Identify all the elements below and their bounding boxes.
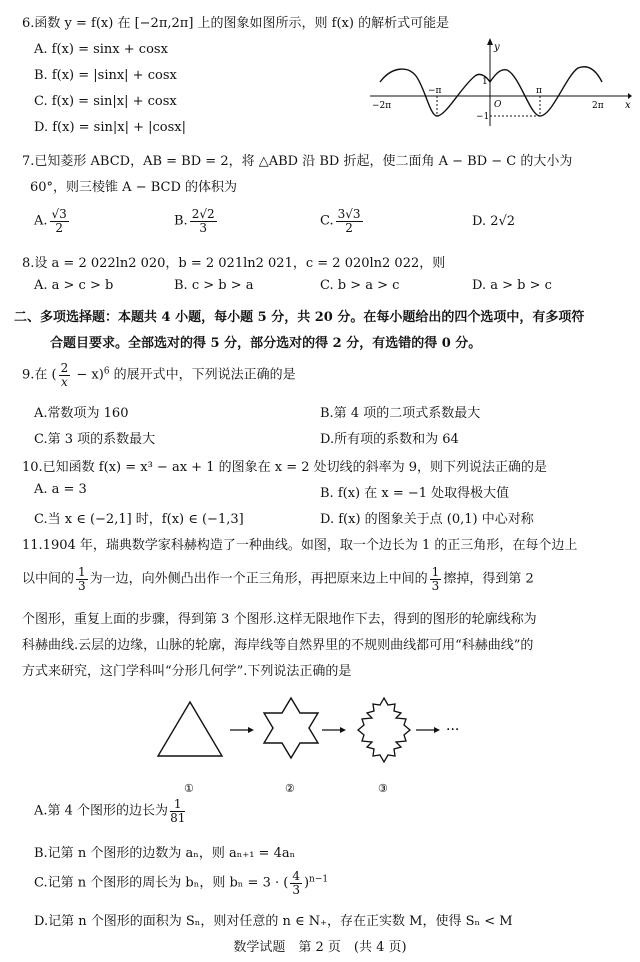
q8-option-a: A. a > c > b [34, 278, 114, 293]
q10-option-c: C.当 x ∈ (−2,1] 时，f(x) ∈ (−1,3] [34, 512, 244, 527]
section2-heading-line2: 合题目要求。全部选对的得 5 分，部分选对的得 2 分，有选错的得 0 分。 [50, 336, 482, 351]
graph-tick-one: 1 [482, 77, 488, 87]
arrow-1 [230, 727, 254, 733]
arrow-2 [322, 727, 346, 733]
q9-option-d: D.所有项的系数和为 64 [320, 432, 459, 447]
q9-option-a: A.常数项为 160 [34, 406, 129, 421]
q8-option-d: D. a > b > c [472, 278, 552, 293]
q11-option-c: C.记第 n 个图形的周长为 bₙ，则 bₙ = 3 · ( $\frac{4}{3}$ )$^{n-1}$ [34, 869, 329, 897]
q8-stem: 8.设 a = 2 022ln2 020，b = 2 021ln2 021，c = 2 020ln2 022，则 [22, 256, 446, 271]
q10-option-d: D. f(x) 的图象关于点 (0,1) 中心对称 [320, 512, 534, 527]
q7-option-a: A. $\frac{√3}{2}$ [34, 207, 67, 235]
q8-option-b: B. c > b > a [174, 278, 254, 293]
section2-heading-line1: 二、多项选择题：本题共 4 小题，每小题 5 分，共 20 分。在每小题给出的四个选项中，有多项符 [14, 310, 585, 325]
koch-ellipsis: ··· [446, 722, 460, 738]
graph-tick-negone: −1 [476, 112, 490, 122]
q8-option-c: C. b > a > c [320, 278, 400, 293]
q6-function-graph [370, 36, 632, 128]
q10-option-b: B. f(x) 在 x = −1 处取得极大值 [320, 486, 510, 501]
q11-line4: 科赫曲线.云层的边缘，山脉的轮廓，海岸线等自然界里的不规则曲线都可用“科赫曲线”的 [22, 638, 534, 653]
q11-option-d: D.记第 n 个图形的面积为 Sₙ，则对任意的 n ∈ N₊，存在正实数 M，使得 Sₙ < M [34, 914, 513, 929]
q7-option-c: C. $\frac{3√3}{2}$ [320, 207, 361, 235]
koch-label-2: ② [285, 782, 295, 795]
q10-stem: 10.已知函数 f(x) = x³ − ax + 1 的图象在 x = 2 处切线的斜率为 9，则下列说法正确的是 [22, 460, 548, 475]
graph-tick-negpi: −π [428, 86, 442, 96]
q11-option-b: B.记第 n 个图形的边数为 aₙ，则 aₙ₊₁ = 4aₙ [34, 846, 296, 861]
q6-option-a: A. f(x) = sinx + cosx [34, 42, 168, 57]
koch-figure-2 [264, 698, 318, 758]
graph-y-label: y [494, 42, 500, 53]
koch-figure-3 [358, 698, 410, 762]
q6-option-c: C. f(x) = sin|x| + cosx [34, 94, 177, 109]
q6-stem: 6.函数 y = f(x) 在 [−2π,2π] 上的图象如图所示，则 f(x) 的解析式可能是 [22, 16, 450, 31]
q7-option-d: D. 2√2 [472, 214, 516, 229]
q11-line3: 个图形，重复上面的步骤，得到第 3 个图形.这样无限地作下去，得到的图形的轮廓线称为 [22, 612, 537, 627]
q6-option-d: D. f(x) = sin|x| + |cosx| [34, 120, 186, 135]
graph-x-label: x [625, 100, 631, 111]
q11-option-a: A.第 4 个图形的边长为 $\frac{1}{81}$ [34, 797, 186, 825]
graph-tick-2pi: 2π [592, 101, 604, 111]
q7-stem-line1: 7.已知菱形 ABCD，AB = BD = 2，将 △ABD 沿 BD 折起，使二面角 A − BD − C 的大小为 [22, 154, 573, 169]
q9-stem: 9.在 ( $\frac{2}{x}$ − x)$^6$ 的展开式中，下列说法正确的是 [22, 361, 296, 389]
koch-label-1: ① [184, 782, 194, 795]
koch-label-3: ③ [378, 782, 388, 795]
koch-snowflake-figure [150, 690, 490, 800]
q7-stem-line2: 60°，则三棱锥 A − BCD 的体积为 [30, 180, 238, 195]
q10-option-a: A. a = 3 [34, 482, 87, 497]
q9-option-b: B.第 4 项的二项式系数最大 [320, 406, 481, 421]
q6-option-b: B. f(x) = |sinx| + cosx [34, 68, 177, 83]
q11-line1: 11.1904 年，瑞典数学家科赫构造了一种曲线。如图，取一个边长为 1 的正三角形，在每个边上 [22, 538, 578, 553]
q9-option-c: C.第 3 项的系数最大 [34, 432, 156, 447]
koch-figure-1 [158, 702, 222, 756]
q11-line5: 方式来研究，这门学科叫“分形几何学”.下列说法正确的是 [22, 664, 352, 679]
graph-tick-pi: π [536, 86, 542, 96]
arrow-3 [416, 727, 440, 733]
q7-option-b: B. $\frac{2√2}{3}$ [174, 207, 215, 235]
graph-tick-neg2pi: −2π [372, 101, 392, 111]
page-footer: 数学试题 第 2 页 (共 4 页) [233, 940, 407, 955]
q11-line2: 以中间的 $\frac{1}{3}$ 为一边，向外侧凸出作一个正三角形，再把原来边上中间的 $\frac{1}{3}$ 擦掉，得到第 2 [22, 565, 534, 593]
graph-origin: O [494, 100, 502, 110]
